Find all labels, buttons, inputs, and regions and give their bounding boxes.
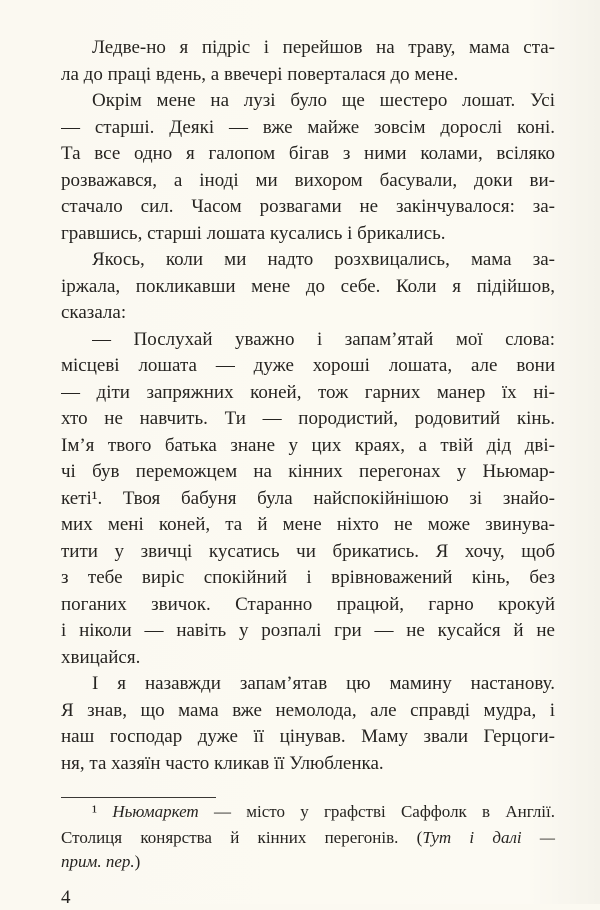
text-line: чі був переможцем на кінних перегонах у Ньюмар- — [61, 461, 555, 482]
text-line: стачало сил. Часом розвагами не закінчувалося: за- — [61, 196, 555, 217]
text-line: гравшись, старші лошата кусались і брикались. — [61, 222, 446, 244]
text-line: мих мені коней, та й мене ніхто не може звинува- — [61, 514, 555, 535]
footnote-marker: ¹ — [92, 802, 98, 821]
text-line: місцеві лошата — дуже хороші лошата, але вони — [61, 355, 555, 376]
footnote-term: Ньюмаркет — [112, 802, 199, 821]
text-line: з тебе виріс спокійний і врівноважений кінь, без — [61, 567, 555, 588]
page-number: 4 — [61, 887, 71, 908]
footnote-line-2 — [61, 826, 555, 850]
text-line: Ім’я твого батька знане у цих краях, а твій дід дві- — [61, 434, 555, 456]
footnote-line-1 — [92, 800, 555, 824]
text-line: Я знав, що мама вже немолода, але справді мудра, і — [61, 699, 555, 721]
footnote-text: Столиця конярства й кінних перегонів. ( — [61, 828, 423, 847]
text-line: Ледве-но я підріс і перейшов на траву, мама ста- — [92, 37, 555, 58]
text-line: — старші. Деякі — вже майже зовсім дорослі коні. — [61, 116, 555, 138]
text-line: І я назавжди запам’ятав цю мамину настанову. — [92, 673, 555, 694]
text-line: Якось, коли ми надто розхвицались, мама за- — [92, 249, 555, 270]
text-line: сказала: — [61, 302, 127, 323]
text-line: хвицайся. — [61, 646, 141, 668]
text-line: Окрім мене на лузі було ще шестеро лошат. Усі — [92, 90, 555, 111]
text-line: — діти запряжних коней, тож гарних манер їх ні- — [61, 381, 555, 403]
text-line: ла до праці вдень, а ввечері поверталася до мене. — [61, 63, 459, 85]
text-line: наш господар дуже її цінував. Маму звали Герцоги- — [61, 726, 555, 747]
text-line: кеті¹. Твоя бабуня була найспокійнішою зі знайо- — [61, 487, 555, 509]
footnote-line-3 — [61, 850, 555, 874]
text-line: іржала, покликавши мене до себе. Коли я підійшов, — [61, 275, 555, 297]
text-line: і ніколи — навіть у розпалі гри — не кусайся й не — [61, 620, 555, 641]
text-line: поганих звичок. Старанно працюй, гарно крокуй — [61, 593, 555, 615]
text-line: Та все одно я галопом бігав з ними колами, всіляко — [61, 143, 555, 164]
text-line: розважався, а іноді ми вихором басували, доки ви- — [61, 169, 555, 191]
text-line: ня, та хазяїн часто кликав її Улюбленка. — [61, 752, 384, 774]
footnote-text: ) — [134, 852, 141, 871]
footnote-italic: Тут і далі — — [422, 828, 555, 847]
text-line: тити у звичці кусатись чи брикатись. Я хочу, щоб — [61, 540, 555, 562]
text-line: хто не навчить. Ти — породистий, родовитий кінь. — [61, 408, 555, 429]
footnote-italic: прим. пер. — [61, 852, 135, 871]
footnote-divider — [61, 797, 216, 798]
footnote-definition: — місто у графстві Саффолк в Англії. — [198, 802, 556, 821]
text-line: — Послухай уважно і запам’ятай мої слова: — [92, 328, 555, 350]
